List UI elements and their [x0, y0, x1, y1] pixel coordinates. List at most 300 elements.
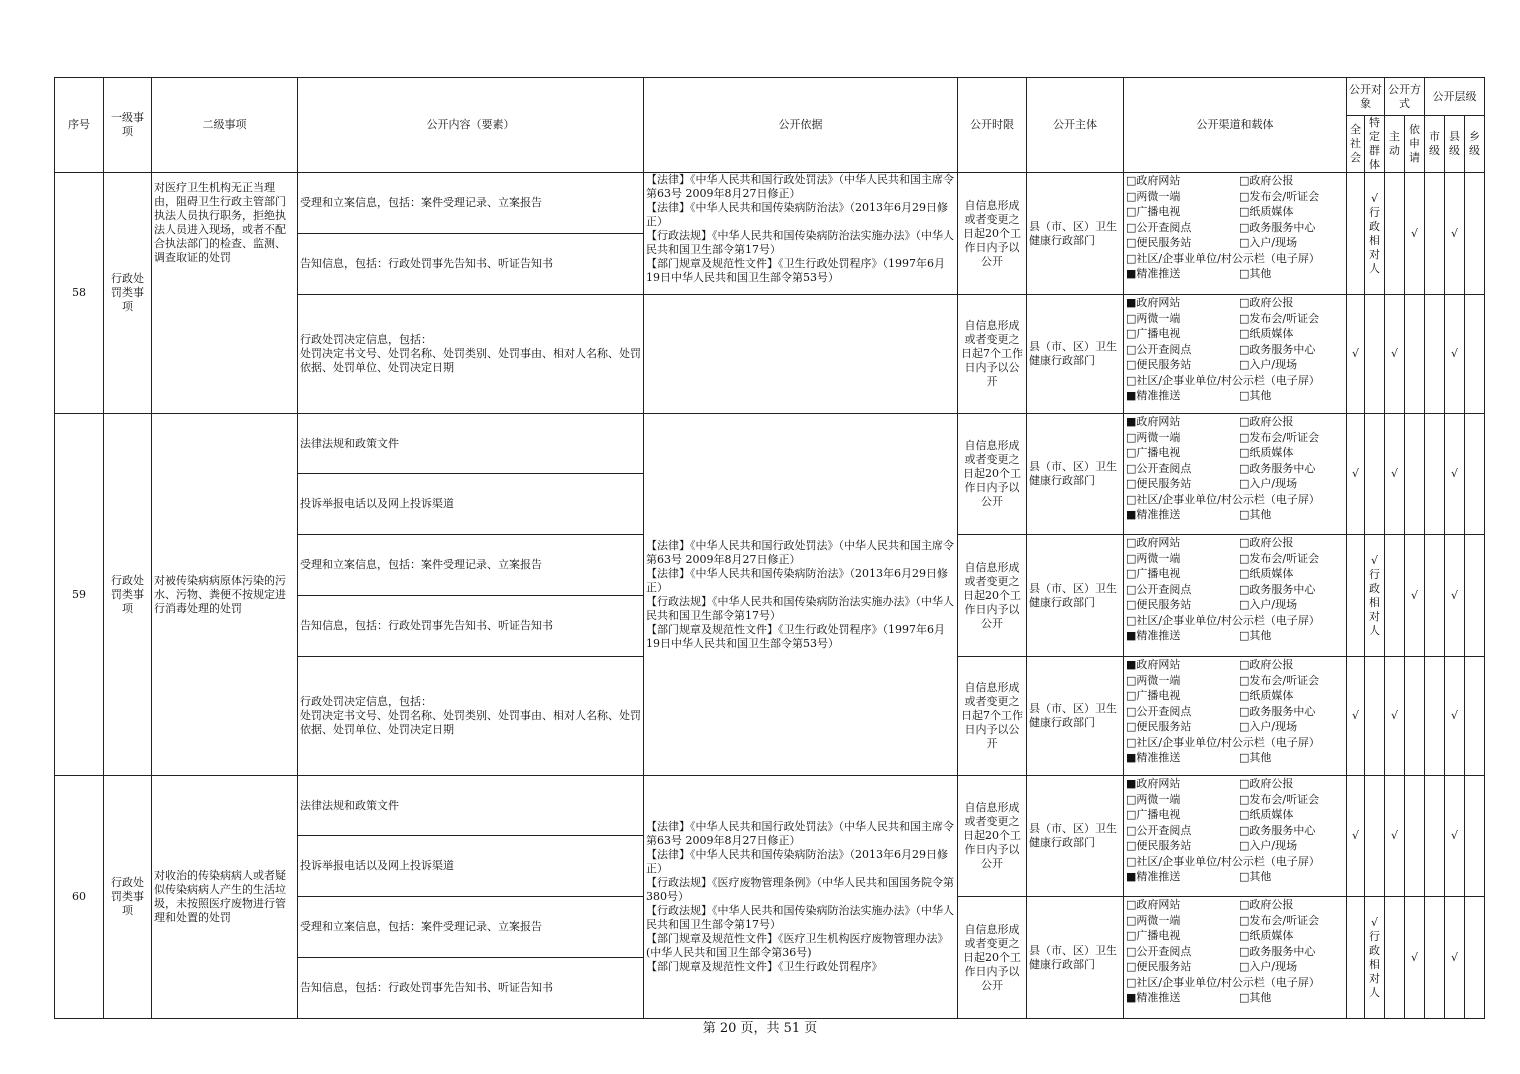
channel-option-label: 广播电视: [1136, 567, 1181, 580]
method-active-cell-text: √: [1390, 347, 1398, 360]
level2-cell-text: 对医疗卫生机构无正当理由，阻碍卫生行政主管部门执法人员执行职务，拒绝执法人员进入现场，或者不配合执法部门的检查、监测、调查取证的处罚: [154, 181, 286, 264]
channel-option-label: 广播电视: [1136, 327, 1181, 340]
channel-option: [1126, 311, 1239, 327]
level-county-cell-text: √: [1450, 709, 1458, 722]
object-all-cell-text: √: [1351, 829, 1359, 842]
channel-line: [1126, 792, 1344, 808]
checkbox-icon: □: [1126, 960, 1137, 973]
channel-option: [1239, 204, 1293, 220]
checkbox-icon: □: [1239, 929, 1250, 942]
level-town-cell: [1465, 535, 1485, 657]
channel-option-label: 政府公报: [1249, 898, 1294, 911]
channel-line: [1126, 220, 1344, 236]
checkbox-icon: ■: [1126, 508, 1137, 521]
page-footer: 第 20 页，共 51 页: [702, 1021, 818, 1036]
subject-cell-text: 县（市、区）卫生健康行政部门: [1029, 702, 1117, 729]
subject-cell: [1027, 414, 1124, 535]
checkbox-icon: □: [1126, 929, 1137, 942]
level-city-cell: [1425, 295, 1445, 414]
content-cell: [298, 596, 644, 657]
channel-line: [1126, 913, 1344, 929]
object-specific-cell: [1365, 173, 1385, 295]
checkbox-icon: □: [1239, 358, 1250, 371]
header-content: [298, 78, 644, 173]
channel-option-label: 便民服务站: [1136, 358, 1192, 371]
subject-cell: [1027, 657, 1124, 776]
header-level1-text: 一级事项: [111, 111, 144, 138]
level-county-cell-text: √: [1450, 829, 1458, 842]
seq-cell-text: 59: [72, 587, 86, 601]
channel-option: [1126, 535, 1239, 551]
channel-option-label: 便民服务站: [1136, 477, 1192, 490]
header-obj-specific: [1365, 116, 1385, 173]
checkbox-icon: ■: [1126, 389, 1137, 402]
checkbox-icon: □: [1126, 358, 1137, 371]
level1-cell-text: 行政处罚类事项: [111, 573, 144, 615]
channel-line: [1126, 445, 1344, 461]
channel-option: [1239, 357, 1297, 373]
header-level2: [152, 78, 298, 173]
channel-option: [1126, 657, 1239, 673]
header-basis-text: 公开依据: [778, 118, 823, 131]
checkbox-icon: □: [1239, 720, 1250, 733]
method-active-cell: [1385, 657, 1405, 776]
channel-option-label: 公开查阅点: [1136, 582, 1192, 596]
object-all-cell-text: √: [1351, 709, 1359, 722]
channel-option-label: 便民服务站: [1136, 839, 1192, 852]
channel-line: [1126, 869, 1344, 885]
channel-cell: [1124, 535, 1347, 657]
channel-line: [1126, 551, 1344, 567]
checkbox-icon: □: [1239, 311, 1250, 325]
table-row: [55, 414, 1485, 474]
object-all-cell: [1347, 535, 1365, 657]
checkbox-icon: □: [1239, 991, 1250, 1004]
channel-line: [1126, 597, 1344, 613]
level2-cell-text: 对被传染病病原体污染的污水、污物、粪便不按规定进行消毒处理的处罚: [154, 573, 286, 615]
channel-option-label: 发布会/听证会: [1249, 673, 1320, 687]
channel-option: [1126, 507, 1239, 523]
method-active-cell-text: √: [1390, 829, 1398, 842]
channel-option-label: 纸质媒体: [1249, 567, 1294, 580]
checkbox-icon: □: [1126, 189, 1137, 203]
channel-option-label: 公开查阅点: [1136, 704, 1192, 718]
time-limit-cell-text: 自信息形成或者变更之日起20个工作日内予以公开: [963, 198, 1021, 268]
channel-list: [1126, 535, 1344, 653]
channel-option-label: 入户/现场: [1249, 960, 1298, 973]
channel-option: [1126, 792, 1239, 808]
channel-option-label: 纸质媒体: [1249, 689, 1294, 702]
channel-option: [1126, 628, 1239, 644]
time-limit-cell-text: 自信息形成或者变更之日起7个工作日内予以公开: [961, 681, 1023, 750]
level-county-cell: [1445, 535, 1465, 657]
channel-option: [1126, 342, 1239, 358]
channel-option-label: 入户/现场: [1249, 477, 1298, 490]
level-city-cell: [1425, 414, 1445, 535]
method-request-cell-text: √: [1410, 226, 1418, 240]
channel-option: [1239, 673, 1319, 689]
channel-option: [1126, 944, 1239, 960]
content-cell: [298, 474, 644, 535]
header-subject: [1027, 78, 1124, 173]
checkbox-icon: □: [1126, 823, 1137, 837]
channel-option-label: 政府网站: [1136, 174, 1181, 187]
channel-option-label: 广播电视: [1136, 205, 1181, 218]
basis-item: 【法律】《中华人民共和国传染病防治法》（2013年6月29日修正）: [646, 201, 948, 228]
content-text: 告知信息，包括：行政处罚事先告知书、听证告知书: [300, 257, 553, 270]
channel-option-label: 政务服务中心: [1249, 582, 1316, 596]
channel-option-label: 发布会/听证会: [1249, 913, 1320, 927]
header-method-group: [1385, 78, 1425, 116]
channel-option-label: 广播电视: [1136, 808, 1181, 821]
checkbox-icon: ■: [1126, 267, 1137, 280]
channel-option-label: 政务服务中心: [1249, 704, 1316, 718]
basis-cell: [644, 173, 958, 295]
checkbox-icon: □: [1239, 792, 1250, 806]
method-active-cell: [1385, 897, 1405, 1019]
channel-option-label: 公开查阅点: [1136, 823, 1192, 837]
level-county-cell-text: √: [1450, 347, 1458, 360]
subject-cell: [1027, 776, 1124, 897]
channel-option-label: 其他: [1249, 629, 1272, 642]
checkbox-icon: □: [1239, 446, 1250, 459]
channel-line: [1126, 613, 1344, 629]
content-cell: [298, 173, 644, 234]
checkbox-icon: □: [1126, 898, 1137, 911]
channel-option-label: 纸质媒体: [1249, 808, 1294, 821]
channel-option: [1126, 688, 1239, 704]
checkbox-icon: □: [1239, 296, 1250, 309]
channel-option: [1126, 823, 1239, 839]
channel-option-label: 广播电视: [1136, 929, 1181, 942]
channel-line: [1126, 750, 1344, 766]
channel-line: [1126, 295, 1344, 311]
channel-option: [1126, 807, 1239, 823]
channel-line: [1126, 657, 1344, 673]
level-city-cell: [1425, 776, 1445, 897]
object-specific-cell: [1365, 414, 1385, 535]
channel-option: [1126, 959, 1239, 975]
level2-cell: [152, 173, 298, 414]
channel-option-label: 其他: [1249, 267, 1272, 280]
checkbox-icon: □: [1126, 236, 1137, 249]
content-title: 行政处罚决定信息，包括：: [300, 695, 432, 708]
channel-option-label: 社区/企事业单位/村公示栏（电子屏）: [1136, 373, 1320, 387]
content-cell: [298, 776, 644, 836]
subject-cell-text: 县（市、区）卫生健康行政部门: [1029, 340, 1117, 367]
checkbox-icon: ■: [1126, 629, 1137, 642]
header-method-request: [1405, 116, 1425, 173]
object-all-cell: [1347, 414, 1365, 535]
channel-option: [1239, 719, 1297, 735]
checkbox-icon: □: [1126, 582, 1137, 596]
channel-line: [1126, 823, 1344, 839]
checkbox-icon: □: [1239, 777, 1250, 790]
checkbox-icon: □: [1126, 430, 1137, 444]
checkbox-icon: □: [1239, 430, 1250, 444]
channel-option: [1239, 807, 1293, 823]
channel-option-label: 公开查阅点: [1136, 342, 1192, 356]
checkbox-icon: ■: [1126, 296, 1137, 309]
channel-option-label: 便民服务站: [1136, 720, 1192, 733]
level-county-cell: [1445, 897, 1465, 1019]
checkbox-icon: □: [1126, 598, 1137, 611]
checkbox-icon: □: [1126, 373, 1137, 387]
channel-option-label: 发布会/听证会: [1249, 430, 1320, 444]
channel-option-label: 两微一端: [1136, 913, 1181, 927]
content-text: 投诉举报电话以及网上投诉渠道: [300, 497, 454, 510]
channel-option-label: 两微一端: [1136, 311, 1181, 325]
channel-option: [1239, 414, 1293, 430]
time-limit-cell-text: 自信息形成或者变更之日起20个工作日内予以公开: [963, 439, 1021, 508]
channel-option-label: 纸质媒体: [1249, 327, 1294, 340]
checkbox-icon: □: [1239, 823, 1250, 837]
checkbox-icon: □: [1126, 735, 1137, 749]
channel-line: [1126, 414, 1344, 430]
checkbox-icon: □: [1126, 673, 1137, 687]
channel-option-label: 发布会/听证会: [1249, 551, 1320, 565]
channel-option: [1126, 582, 1239, 598]
checkbox-icon: □: [1126, 913, 1137, 927]
channel-option: [1239, 776, 1293, 792]
method-request-cell-text: √: [1410, 950, 1418, 964]
checkbox-icon: □: [1239, 220, 1250, 234]
method-request-cell: [1405, 897, 1425, 1019]
checkbox-icon: □: [1126, 551, 1137, 565]
level-county-cell: [1445, 173, 1465, 295]
subject-cell-text: 县（市、区）卫生健康行政部门: [1029, 460, 1117, 487]
checkbox-icon: □: [1126, 720, 1137, 733]
checkbox-icon: □: [1239, 751, 1250, 764]
checkbox-icon: ■: [1126, 415, 1137, 428]
channel-cell: [1124, 657, 1347, 776]
channel-option: [1126, 913, 1239, 929]
object-specific-cell: [1365, 535, 1385, 657]
channel-option: [1239, 326, 1293, 342]
channel-line: [1126, 990, 1344, 1006]
checkbox-icon: □: [1239, 598, 1250, 611]
checkbox-icon: □: [1239, 415, 1250, 428]
seq-cell: [55, 776, 104, 1019]
channel-option: [1239, 704, 1315, 720]
channel-option: [1126, 566, 1239, 582]
basis-item: 【部门规章及规范性文件】《卫生行政处罚程序》（1997年6月19日中华人民共和国卫生部令第53号）: [646, 622, 945, 650]
header-level-group: [1425, 78, 1485, 116]
channel-option: [1126, 869, 1239, 885]
subject-cell-text: 县（市、区）卫生健康行政部门: [1029, 822, 1117, 849]
channel-option-label: 入户/现场: [1249, 720, 1298, 733]
channel-option: [1126, 173, 1239, 189]
channel-option-label: 便民服务站: [1136, 960, 1192, 973]
content-text: 告知信息，包括：行政处罚事先告知书、听证告知书: [300, 619, 553, 632]
checkbox-icon: ■: [1126, 870, 1137, 883]
checkbox-icon: □: [1239, 944, 1250, 958]
channel-option: [1239, 220, 1315, 236]
method-active-cell-text: √: [1390, 467, 1398, 480]
content-cell: [298, 535, 644, 596]
content-text: 处罚决定书文号、处罚名称、处罚类别、处罚事由、相对人名称、处罚依据、处罚单位、处罚决定日期: [300, 709, 641, 736]
time-limit-cell-text: 自信息形成或者变更之日起20个工作日内予以公开: [963, 801, 1021, 870]
checkbox-icon: □: [1239, 629, 1250, 642]
header-obj-all: [1347, 116, 1365, 173]
header-subject-text: 公开主体: [1053, 118, 1097, 131]
level-county-cell: [1445, 657, 1465, 776]
channel-option-label: 社区/企事业单位/村公示栏（电子屏）: [1136, 854, 1320, 868]
table-row: [55, 173, 1485, 234]
time-limit-cell: [958, 414, 1027, 535]
checkbox-icon: □: [1239, 205, 1250, 218]
channel-option: [1239, 897, 1293, 913]
channel-option: [1239, 657, 1293, 673]
level-town-cell: [1465, 414, 1485, 535]
channel-list: [1126, 414, 1344, 532]
channel-option: [1239, 507, 1271, 523]
channel-option-label: 社区/企事业单位/村公示栏（电子屏）: [1136, 492, 1320, 506]
checkbox-icon: □: [1239, 189, 1250, 203]
basis-item: 【部门规章及规范性文件】《卫生行政处罚程序》（1997年6月19日中华人民共和国卫生部令第53号）: [646, 257, 945, 284]
method-request-cell: [1405, 414, 1425, 535]
channel-option: [1126, 597, 1239, 613]
channel-option: [1126, 189, 1239, 205]
object-specific-cell: [1365, 657, 1385, 776]
channel-option: [1239, 628, 1271, 644]
method-request-cell: [1405, 173, 1425, 295]
content-text: 法律法规和政策文件: [300, 798, 399, 812]
content-cell: [298, 897, 644, 958]
channel-line: [1126, 897, 1344, 913]
channel-option-label: 精准推送: [1136, 389, 1181, 402]
header-object-group: [1347, 78, 1385, 116]
channel-line: [1126, 566, 1344, 582]
content-text: 受理和立案信息，包括：案件受理记录、立案报告: [300, 196, 542, 209]
channel-line: [1126, 388, 1344, 404]
channel-line: [1126, 251, 1344, 267]
level-city-cell: [1425, 897, 1445, 1019]
channel-option-label: 精准推送: [1136, 751, 1181, 764]
content-text: 告知信息，包括：行政处罚事先告知书、听证告知书: [300, 981, 553, 994]
channel-line: [1126, 673, 1344, 689]
channel-line: [1126, 975, 1344, 991]
channel-option: [1126, 897, 1239, 913]
channel-option-label: 广播电视: [1136, 689, 1181, 702]
channel-option-label: 政务服务中心: [1249, 461, 1316, 475]
header-method-active-text: 主动: [1389, 130, 1400, 157]
channel-option-label: 政务服务中心: [1249, 342, 1316, 356]
channel-option-label: 政务服务中心: [1249, 944, 1316, 958]
channel-list: [1126, 776, 1344, 894]
subject-cell-text: 县（市、区）卫生健康行政部门: [1029, 581, 1117, 609]
channel-line: [1126, 492, 1344, 508]
channel-line: [1126, 688, 1344, 704]
method-active-cell: [1385, 295, 1405, 414]
basis-cell: [644, 776, 958, 1019]
object-all-cell: [1347, 173, 1365, 295]
channel-option: [1239, 750, 1271, 766]
channel-line: [1126, 776, 1344, 792]
content-cell: [298, 958, 644, 1019]
seq-cell: [55, 414, 104, 776]
header-time-limit-text: 公开时限: [970, 118, 1014, 131]
channel-option: [1126, 719, 1239, 735]
channel-option: [1239, 476, 1297, 492]
checkbox-icon: □: [1239, 960, 1250, 973]
channel-cell: [1124, 414, 1347, 535]
level-town-cell: [1465, 295, 1485, 414]
channel-option: [1126, 266, 1239, 282]
checkbox-icon: □: [1126, 808, 1137, 821]
checkbox-icon: □: [1126, 975, 1137, 989]
subject-cell: [1027, 295, 1124, 414]
channel-line: [1126, 204, 1344, 220]
checkbox-icon: □: [1126, 461, 1137, 475]
checkbox-icon: □: [1126, 205, 1137, 218]
channel-option-label: 政府公报: [1249, 174, 1294, 187]
channel-line: [1126, 235, 1344, 251]
channel-option: [1239, 838, 1297, 854]
channel-option-label: 政府公报: [1249, 415, 1294, 428]
channel-option-label: 政府网站: [1136, 415, 1181, 428]
checkbox-icon: □: [1239, 913, 1250, 927]
checkbox-icon: □: [1239, 461, 1250, 475]
header-channel-text: 公开渠道和载体: [1196, 118, 1274, 131]
channel-option: [1239, 235, 1297, 251]
checkbox-icon: □: [1126, 477, 1137, 490]
level-city-cell: [1425, 535, 1445, 657]
basis-cell-empty: [644, 295, 958, 414]
checkbox-icon: □: [1239, 870, 1250, 883]
checkbox-icon: □: [1126, 689, 1137, 702]
level-city-cell: [1425, 173, 1445, 295]
channel-option-label: 公开查阅点: [1136, 220, 1192, 234]
channel-option-label: 两微一端: [1136, 551, 1181, 565]
basis-item: 【法律】《中华人民共和国行政处罚法》（中华人民共和国主席令第63号 2009年8月27日修正）: [646, 538, 954, 566]
channel-option: [1239, 944, 1315, 960]
channel-option: [1239, 566, 1293, 582]
channel-option-label: 其他: [1249, 870, 1272, 883]
channel-option: [1239, 430, 1319, 446]
channel-option: [1239, 869, 1271, 885]
checkbox-icon: ■: [1126, 991, 1137, 1004]
checkbox-icon: □: [1239, 536, 1250, 549]
method-active-cell: [1385, 535, 1405, 657]
level-town-cell: [1465, 173, 1485, 295]
level2-cell: [152, 776, 298, 1019]
channel-option: [1126, 461, 1239, 477]
subject-cell: [1027, 897, 1124, 1019]
channel-option-label: 政务服务中心: [1249, 823, 1316, 837]
channel-line: [1126, 704, 1344, 720]
channel-option-label: 社区/企事业单位/村公示栏（电子屏）: [1136, 975, 1320, 989]
level2-cell-text: 对收治的传染病病人或者疑似传染病病人产生的生活垃圾，未按照医疗废物进行管理和处置的处罚: [154, 869, 286, 924]
channel-option-label: 政府网站: [1136, 536, 1181, 549]
checkbox-icon: □: [1126, 446, 1137, 459]
header-level-town: [1465, 116, 1485, 173]
channel-option-label: 两微一端: [1136, 189, 1181, 203]
basis-item: 【行政法规】《中华人民共和国传染病防治法实施办法》（中华人民共和国卫生部令第17号）: [646, 904, 954, 931]
channel-option-label: 政府网站: [1136, 296, 1181, 309]
header-method-group-text: 公开方式: [1388, 82, 1421, 110]
channel-option-label: 政府公报: [1249, 658, 1294, 671]
channel-list: [1126, 897, 1344, 1015]
checkbox-icon: □: [1239, 567, 1250, 580]
object-all-cell: [1347, 657, 1365, 776]
checkbox-icon: □: [1126, 792, 1137, 806]
method-active-cell: [1385, 414, 1405, 535]
channel-option-label: 纸质媒体: [1249, 929, 1294, 942]
channel-option: [1239, 551, 1319, 567]
header-level-town-text: 乡级: [1469, 130, 1480, 157]
channel-cell: [1124, 776, 1347, 897]
